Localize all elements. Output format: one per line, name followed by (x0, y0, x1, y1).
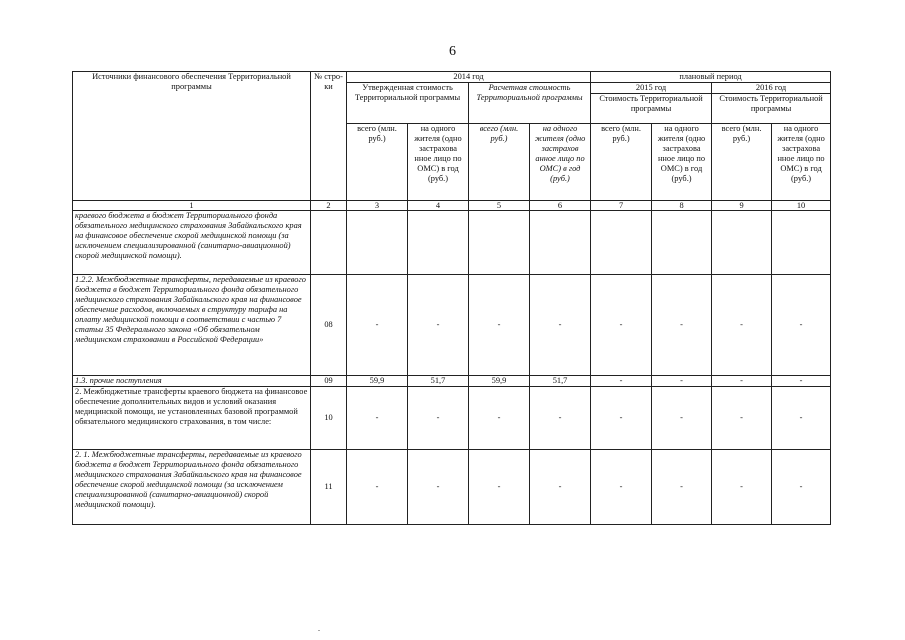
row-value: - (530, 387, 591, 450)
calc-total-mln-header: всего (млн. руб.) (469, 124, 530, 201)
row-value: - (408, 275, 469, 376)
row-source-text: 2. 1. Межбюджетные трансферты, передаваемые из краевого бюджета в бюджет Территориального фонда обязательного медицинского страхования Забайкальского края на финансовое обеспечение скорой медицинской помощи (за исключением специализированной (санитарно-авиационной) скорой медицинской помощи). (73, 450, 311, 525)
row-value: - (408, 450, 469, 525)
total-mln-header: всего (млн. руб.) (347, 124, 408, 201)
table-row (73, 211, 831, 275)
table-row (73, 275, 831, 376)
financing-sources-table (72, 71, 831, 525)
year-2014-header: 2014 год (347, 72, 591, 83)
row-value (591, 211, 652, 275)
total-mln-2015-header: всего (млн. руб.) (591, 124, 652, 201)
column-number: 8 (652, 201, 712, 211)
total-mln-2016-header: всего (млн. руб.) (712, 124, 772, 201)
row-value: - (469, 275, 530, 376)
cost-2016-header: Стоимость Территориальной программы (712, 94, 831, 124)
table-row (73, 376, 831, 387)
row-value (712, 211, 772, 275)
row-line-number: 09 (311, 376, 347, 387)
calc-per-resident-header: на одного жителя (одно застрахов анное лицо по ОМС) в год (руб.) (530, 124, 591, 201)
year-2015-header: 2015 год (591, 83, 712, 94)
row-value: - (347, 387, 408, 450)
row-value: - (347, 275, 408, 376)
year-2016-header: 2016 год (712, 83, 831, 94)
row-value: 59,9 (469, 376, 530, 387)
column-number: 2 (311, 201, 347, 211)
row-value: - (712, 450, 772, 525)
row-line-number (311, 211, 347, 275)
row-value: - (347, 450, 408, 525)
row-value: - (591, 450, 652, 525)
row-value: - (469, 387, 530, 450)
row-source-text: 2. Межбюджетные трансферты краевого бюджета на финансовое обеспечение дополнительных видов и условий оказания медицинской помощи, не установленных базовой программой обязательного медицинского страхования, в том числе: (73, 387, 311, 450)
row-value: - (530, 450, 591, 525)
row-value: - (408, 387, 469, 450)
per-resident-2015-header: на одного жителя (одно застрахова нное лицо по ОМС) в год (руб.) (652, 124, 712, 201)
column-number: 9 (712, 201, 772, 211)
row-line-number: 10 (311, 387, 347, 450)
row-line-number: 08 (311, 275, 347, 376)
row-source-text: краевого бюджета в бюджет Территориального фонда обязательного медицинского страхования Забайкальского края на финансовое обеспечение скорой медицинской помощи (за исключением специализированной (санитарно-авиационной) скорой медицинской помощи). (73, 211, 311, 275)
per-resident-header: на одного жителя (одно застрахова нное лицо по ОМС) в год (руб.) (408, 124, 469, 201)
row-value: - (469, 450, 530, 525)
row-value: - (591, 275, 652, 376)
row-value (530, 211, 591, 275)
cost-2015-header: Стоимость Территориальной программы (591, 94, 712, 124)
column-number: 7 (591, 201, 652, 211)
per-resident-2016-header: на одного жителя (одно застрахова нное лицо по ОМС) в год (руб.) (772, 124, 831, 201)
row-source-text: 1.2.2. Межбюджетные трансферты, передаваемые из краевого бюджета в бюджет Территориального фонда обязательного медицинского страхования Забайкальского края на финансовое обеспечение расходов, включаемых в структуру тарифа на оплату медицинской помощи в соответствии с частью 7 статьи 35 Федерального закона «Об обязательном медицинском страховании в Российской Федерации» (73, 275, 311, 376)
bottom-mark: . (318, 624, 320, 633)
row-value: 51,7 (530, 376, 591, 387)
approved-cost-header: Утвержденная стоимость Территориальной программы (347, 83, 469, 124)
row-line-number: 11 (311, 450, 347, 525)
row-value: - (652, 275, 712, 376)
page-number: 6 (449, 44, 456, 59)
row-source-text: 1.3. прочие поступления (73, 376, 311, 387)
source-column-header: Источники финансового обеспечения Территориальной программы (73, 72, 311, 201)
row-value (772, 211, 831, 275)
row-value: - (591, 376, 652, 387)
row-value: - (591, 387, 652, 450)
column-number: 6 (530, 201, 591, 211)
column-numbers-row (73, 201, 831, 211)
calculated-cost-header: Расчетная стоимость Территориальной программы (469, 83, 591, 124)
row-value: - (772, 275, 831, 376)
row-value: - (772, 376, 831, 387)
line-number-column-header: № стро-ки (311, 72, 347, 201)
column-number: 4 (408, 201, 469, 211)
row-value (347, 211, 408, 275)
column-number: 1 (73, 201, 311, 211)
planned-period-header: плановый период (591, 72, 831, 83)
row-value (469, 211, 530, 275)
row-value: - (530, 275, 591, 376)
row-value: - (712, 387, 772, 450)
table-row (73, 450, 831, 525)
table-row (73, 387, 831, 450)
row-value (408, 211, 469, 275)
column-number: 3 (347, 201, 408, 211)
column-number: 10 (772, 201, 831, 211)
row-value: - (772, 387, 831, 450)
row-value: - (712, 275, 772, 376)
row-value: 59,9 (347, 376, 408, 387)
column-number: 5 (469, 201, 530, 211)
row-value (652, 211, 712, 275)
row-value: - (652, 387, 712, 450)
row-value: - (712, 376, 772, 387)
row-value: - (652, 376, 712, 387)
row-value: 51,7 (408, 376, 469, 387)
row-value: - (772, 450, 831, 525)
row-value: - (652, 450, 712, 525)
